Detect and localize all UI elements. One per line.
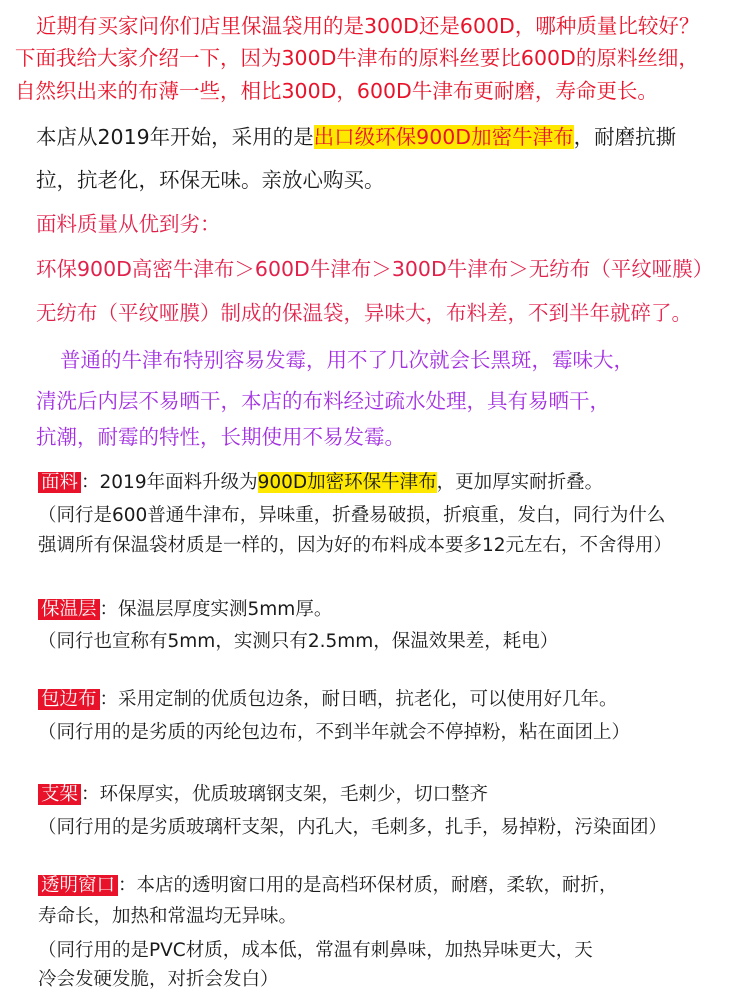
window-text: ：本店的透明窗口用的是高档环保材质，耐磨，柔软，耐折， — [118, 875, 618, 896]
binding-note: （同行用的是劣质的丙纶包边布，不到半年就会不停掉粉，粘在面团上） — [38, 722, 631, 743]
fabric-note-2: 强调所有保温袋材质是一样的，因为好的布料成本要多12元左右，不舍得用） — [38, 535, 673, 556]
binding-line — [38, 685, 618, 711]
shop-line-1 — [36, 120, 676, 150]
insulation-line — [38, 595, 332, 621]
intro-line-3: 自然织出来的布薄一些，相比300D，600D牛津布更耐磨，寿命更长。 — [15, 79, 658, 103]
quality-ranking: 环保900D高密牛津布＞600D牛津布＞300D牛津布＞无纺布（平纹哑膜） — [36, 257, 714, 281]
shop-line-2: 拉，抗老化，环保无味。亲放心购买。 — [36, 168, 385, 192]
frame-text: ：环保厚实，优质玻璃钢支架，毛刺少，切口整齐 — [81, 784, 489, 805]
frame-note: （同行用的是劣质玻璃杆支架，内孔大，毛刺多，扎手，易掉粉，污染面团） — [38, 817, 668, 838]
binding-tag: 包边布 — [38, 689, 100, 710]
frame-tag: 支架 — [38, 784, 81, 805]
mold-line-1: 普通的牛津布特别容易发霉，用不了几次就会长黑斑，霉味大， — [60, 348, 634, 372]
window-line — [38, 871, 618, 897]
frame-line — [38, 780, 488, 806]
mold-line-3: 抗潮，耐霉的特性，长期使用不易发霉。 — [36, 425, 405, 449]
window-text-2: 寿命长，加热和常温均无异味。 — [38, 906, 298, 927]
quality-heading: 面料质量从优到劣： — [36, 212, 221, 236]
fabric-line — [38, 468, 603, 494]
fabric-text-a: ：2019年面料升级为 — [81, 472, 258, 493]
mold-line-2: 清洗后内层不易晒干，本店的布料经过疏水处理，具有易晒干， — [36, 389, 610, 413]
fabric-note-1: （同行是600普通牛津布，异味重，折叠易破损，折痕重，发白，同行为什么 — [38, 505, 666, 526]
insulation-note: （同行也宣称有5mm，实测只有2.5mm，保温效果差，耗电） — [38, 631, 559, 652]
fabric-tag: 面料 — [38, 472, 81, 493]
intro-line-1: 近期有买家问你们店里保温袋用的是300D还是600D，哪种质量比较好？ — [36, 14, 700, 38]
fabric-highlight: 900D加密环保牛津布 — [257, 472, 437, 493]
shop-text-a: 本店从2019年开始，采用的是 — [36, 125, 314, 149]
insulation-tag: 保温层 — [38, 599, 100, 620]
shop-highlight: 出口级环保900D加密牛津布 — [313, 125, 574, 149]
binding-text: ：采用定制的优质包边条，耐日晒，抗老化，可以使用好几年。 — [99, 689, 618, 710]
fabric-text-b: ，更加厚实耐折叠。 — [436, 472, 604, 493]
shop-text-b: ，耐磨抗撕 — [573, 125, 677, 149]
intro-line-2: 下面我给大家介绍一下，因为300D牛津布的原料丝要比600D的原料丝细， — [15, 46, 699, 70]
insulation-text: ：保温层厚度实测5mm厚。 — [99, 599, 333, 620]
window-note-1: （同行用的是PVC材质，成本低，常温有刺鼻味，加热异味更大，天 — [38, 940, 593, 961]
quality-warning: 无纺布（平纹哑膜）制成的保温袋，异味大，布料差，不到半年就碎了。 — [36, 301, 692, 325]
window-note-2: 冷会发硬发脆，对折会发白） — [38, 969, 279, 990]
window-tag: 透明窗口 — [38, 875, 118, 896]
